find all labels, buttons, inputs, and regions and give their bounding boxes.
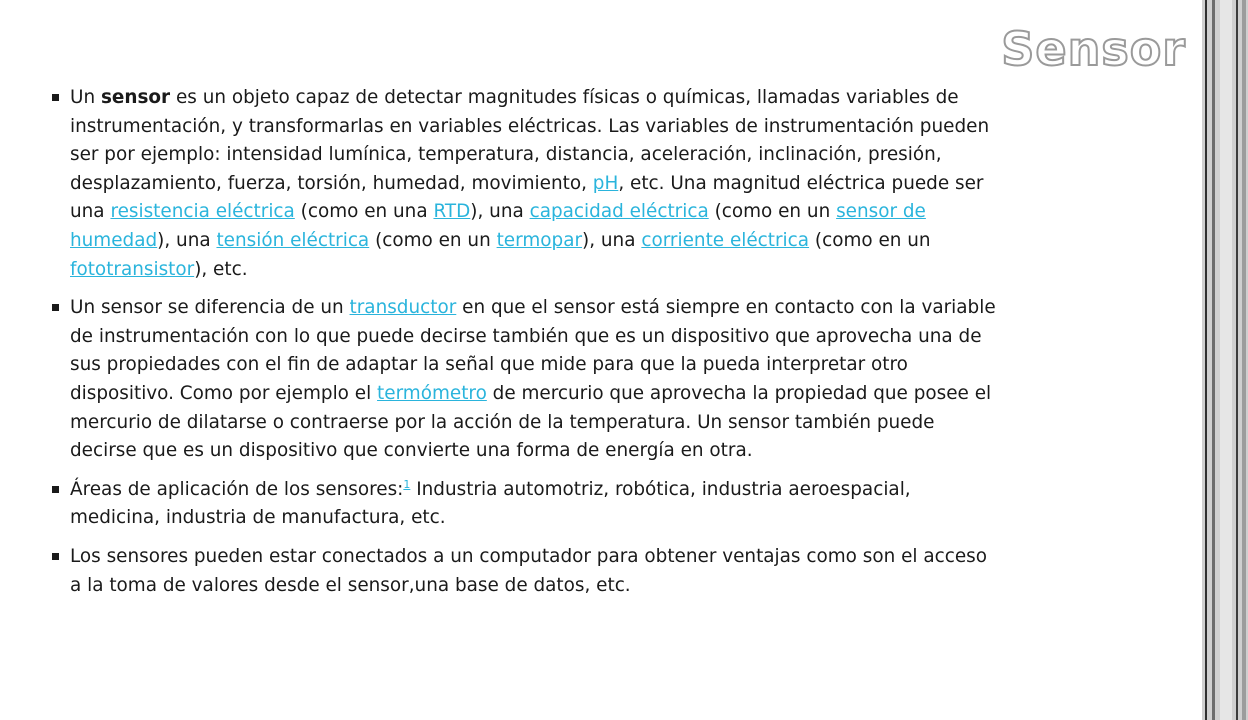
paragraph-text: Áreas de aplicación de los sensores: — [70, 478, 404, 500]
paragraph-text: ), una — [157, 229, 217, 251]
paragraph-text: es un objeto capaz de detectar magnitudes físicas o químicas, llamadas variables de instrumentación, y transformarlas en variables eléctricas. Las variables de instrumentación pueden ser por ejemplo: intensidad lumínica, temperatura, distancia, aceleración, inclinación, presión, desplazamiento, fuerza, torsión, humedad, movimiento, — [70, 87, 990, 194]
hyperlink[interactable]: transductor — [349, 297, 457, 319]
bullet-item — [50, 476, 1000, 533]
side-bar-stripe — [1242, 0, 1246, 720]
paragraph-text: (como en un — [809, 229, 931, 251]
side-bar-stripe — [1205, 0, 1207, 720]
bullet-square-icon — [52, 94, 59, 101]
bullet-item — [50, 543, 1000, 600]
hyperlink[interactable]: corriente eléctrica — [641, 229, 810, 251]
hyperlink[interactable]: resistencia eléctrica — [110, 201, 295, 223]
bullet-item — [50, 84, 1000, 284]
bullet-square-icon — [52, 486, 59, 493]
bullet-item — [50, 294, 1000, 466]
hyperlink[interactable]: tensión eléctrica — [216, 229, 370, 251]
paragraph-text: ), una — [470, 201, 530, 223]
slide-title: Sensor — [1001, 22, 1186, 76]
paragraph-text: de mercurio que aprovecha la propiedad que posee el mercurio de dilatarse o contraerse por la acción de la temperatura. Un sensor también puede decirse que es un dispositivo que convierte una forma de energía en otra. — [70, 382, 992, 462]
paragraph-text: Un — [70, 87, 101, 108]
decorative-side-bar — [1202, 0, 1248, 720]
side-bar-stripe — [1236, 0, 1238, 720]
paragraph-text: ), una — [582, 229, 642, 251]
paragraph-text: Los sensores pueden estar conectados a un computador para obtener ventajas como son el acceso a la toma de valores desde el sensor,una base de datos, etc. — [70, 545, 987, 596]
hyperlink[interactable]: pH — [592, 172, 619, 194]
hyperlink[interactable]: termómetro — [377, 382, 487, 404]
bullet-list — [50, 84, 1000, 610]
side-bar-stripe — [1220, 0, 1232, 720]
hyperlink[interactable]: capacidad eléctrica — [529, 201, 709, 223]
paragraph-text: Industria automotriz, robótica, industria aeroespacial, medicina, industria de manufactura, etc. — [70, 478, 911, 529]
footnote-link[interactable]: 1 — [403, 477, 411, 491]
side-bar-stripe — [1212, 0, 1215, 720]
paragraph-text: Un sensor se diferencia de un — [70, 297, 350, 319]
bold-term: sensor — [100, 87, 171, 108]
paragraph-text: (como en un — [708, 201, 837, 223]
bullet-square-icon — [52, 304, 59, 311]
hyperlink[interactable]: termopar — [496, 229, 583, 251]
paragraph-text: en que el sensor está siempre en contacto con la variable de instrumentación con lo que puede decirse también que es un dispositivo que aprovecha una de sus propiedades con el fin de adaptar la señal que mide para que la pueda interpretar otro dispositivo. Como por ejemplo el — [70, 297, 996, 404]
paragraph-text: (como en un — [369, 229, 497, 251]
hyperlink[interactable]: RTD — [433, 201, 471, 223]
hyperlink[interactable]: fototransistor — [70, 258, 195, 280]
paragraph-text: , etc. Una magnitud eléctrica puede ser una — [70, 172, 984, 223]
hyperlink[interactable]: sensor de humedad — [70, 201, 926, 251]
paragraph-text: ), etc. — [194, 258, 248, 280]
bullet-square-icon — [52, 553, 59, 560]
paragraph-text: (como en una — [294, 201, 434, 223]
